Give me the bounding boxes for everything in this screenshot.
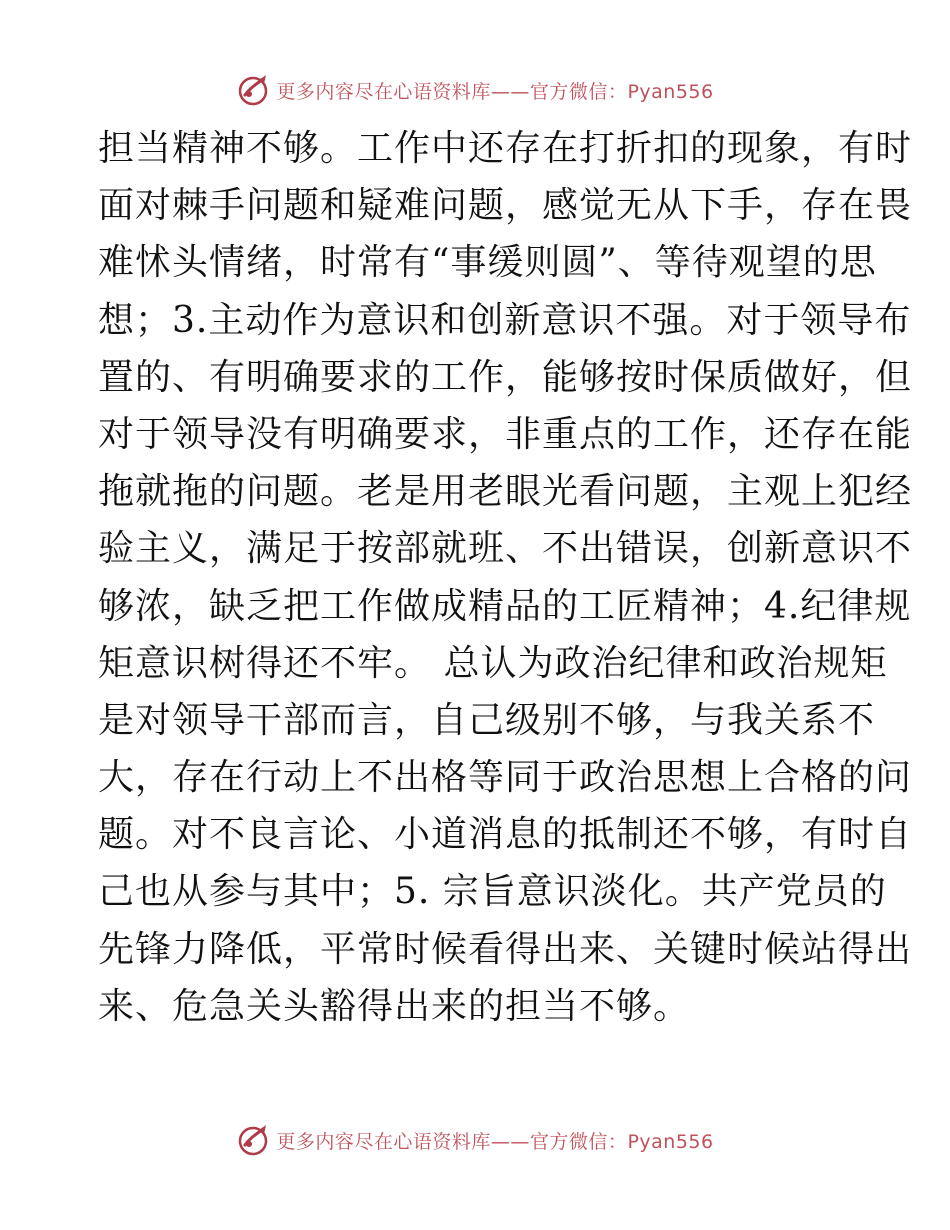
body-line: 来、危急关头豁得出来的担当不够。 [98, 985, 691, 1027]
footer-banner-separator: —— [490, 1130, 530, 1153]
brush-pen-logo-icon [236, 73, 270, 107]
footer-banner-wechat-label: 官方微信： [529, 1130, 628, 1153]
footer-banner-account: Pyan556 [627, 1130, 714, 1153]
footer-banner-title: 更多内容尽在心语资料库 [276, 1130, 491, 1153]
footer-banner-text [276, 1127, 713, 1154]
header-banner-wechat-label: 官方微信： [529, 80, 628, 103]
header-banner-text [276, 77, 713, 104]
body-line: 矩意识树得还不牢。 总认为政治纪律和政治规矩 [98, 642, 888, 684]
document-body [98, 120, 913, 1035]
body-line: 己也从参与其中；5. 宗旨意识淡化。共产党员的 [98, 871, 887, 913]
body-line: 是对领导干部而言，自己级别不够，与我关系不 [98, 699, 876, 741]
header-banner-account: Pyan556 [627, 80, 714, 103]
brush-pen-logo-icon [236, 1123, 270, 1157]
header-banner-separator: —— [490, 80, 530, 103]
footer-banner [0, 1120, 950, 1160]
body-line: 对于领导没有明确要求，非重点的工作，还存在能 [98, 413, 913, 455]
body-line: 验主义，满足于按部就班、不出错误，创新意识不 [98, 528, 913, 570]
body-line: 够浓，缺乏把工作做成精品的工匠精神；4.纪律规 [98, 585, 912, 627]
body-line: 置的、有明确要求的工作，能够按时保质做好，但 [98, 356, 913, 398]
body-line: 大，存在行动上不出格等同于政治思想上合格的问 [98, 757, 913, 799]
body-line: 担当精神不够。工作中还存在打折扣的现象，有时 [98, 128, 913, 169]
body-line: 先锋力降低，平常时候看得出来、关键时候站得出 [98, 928, 913, 970]
body-line: 难怵头情绪，时常有“事缓则圆”、等待观望的思 [98, 242, 877, 284]
body-line: 想；3.主动作为意识和创新意识不强。对于领导布 [98, 299, 912, 341]
header-banner-title: 更多内容尽在心语资料库 [276, 80, 491, 103]
body-line: 拖就拖的问题。老是用老眼光看问题，主观上犯经 [98, 471, 913, 513]
body-line: 题。对不良言论、小道消息的抵制还不够，有时自 [98, 814, 913, 856]
header-banner [0, 70, 950, 110]
body-line: 面对棘手问题和疑难问题，感觉无从下手，存在畏 [98, 185, 913, 227]
